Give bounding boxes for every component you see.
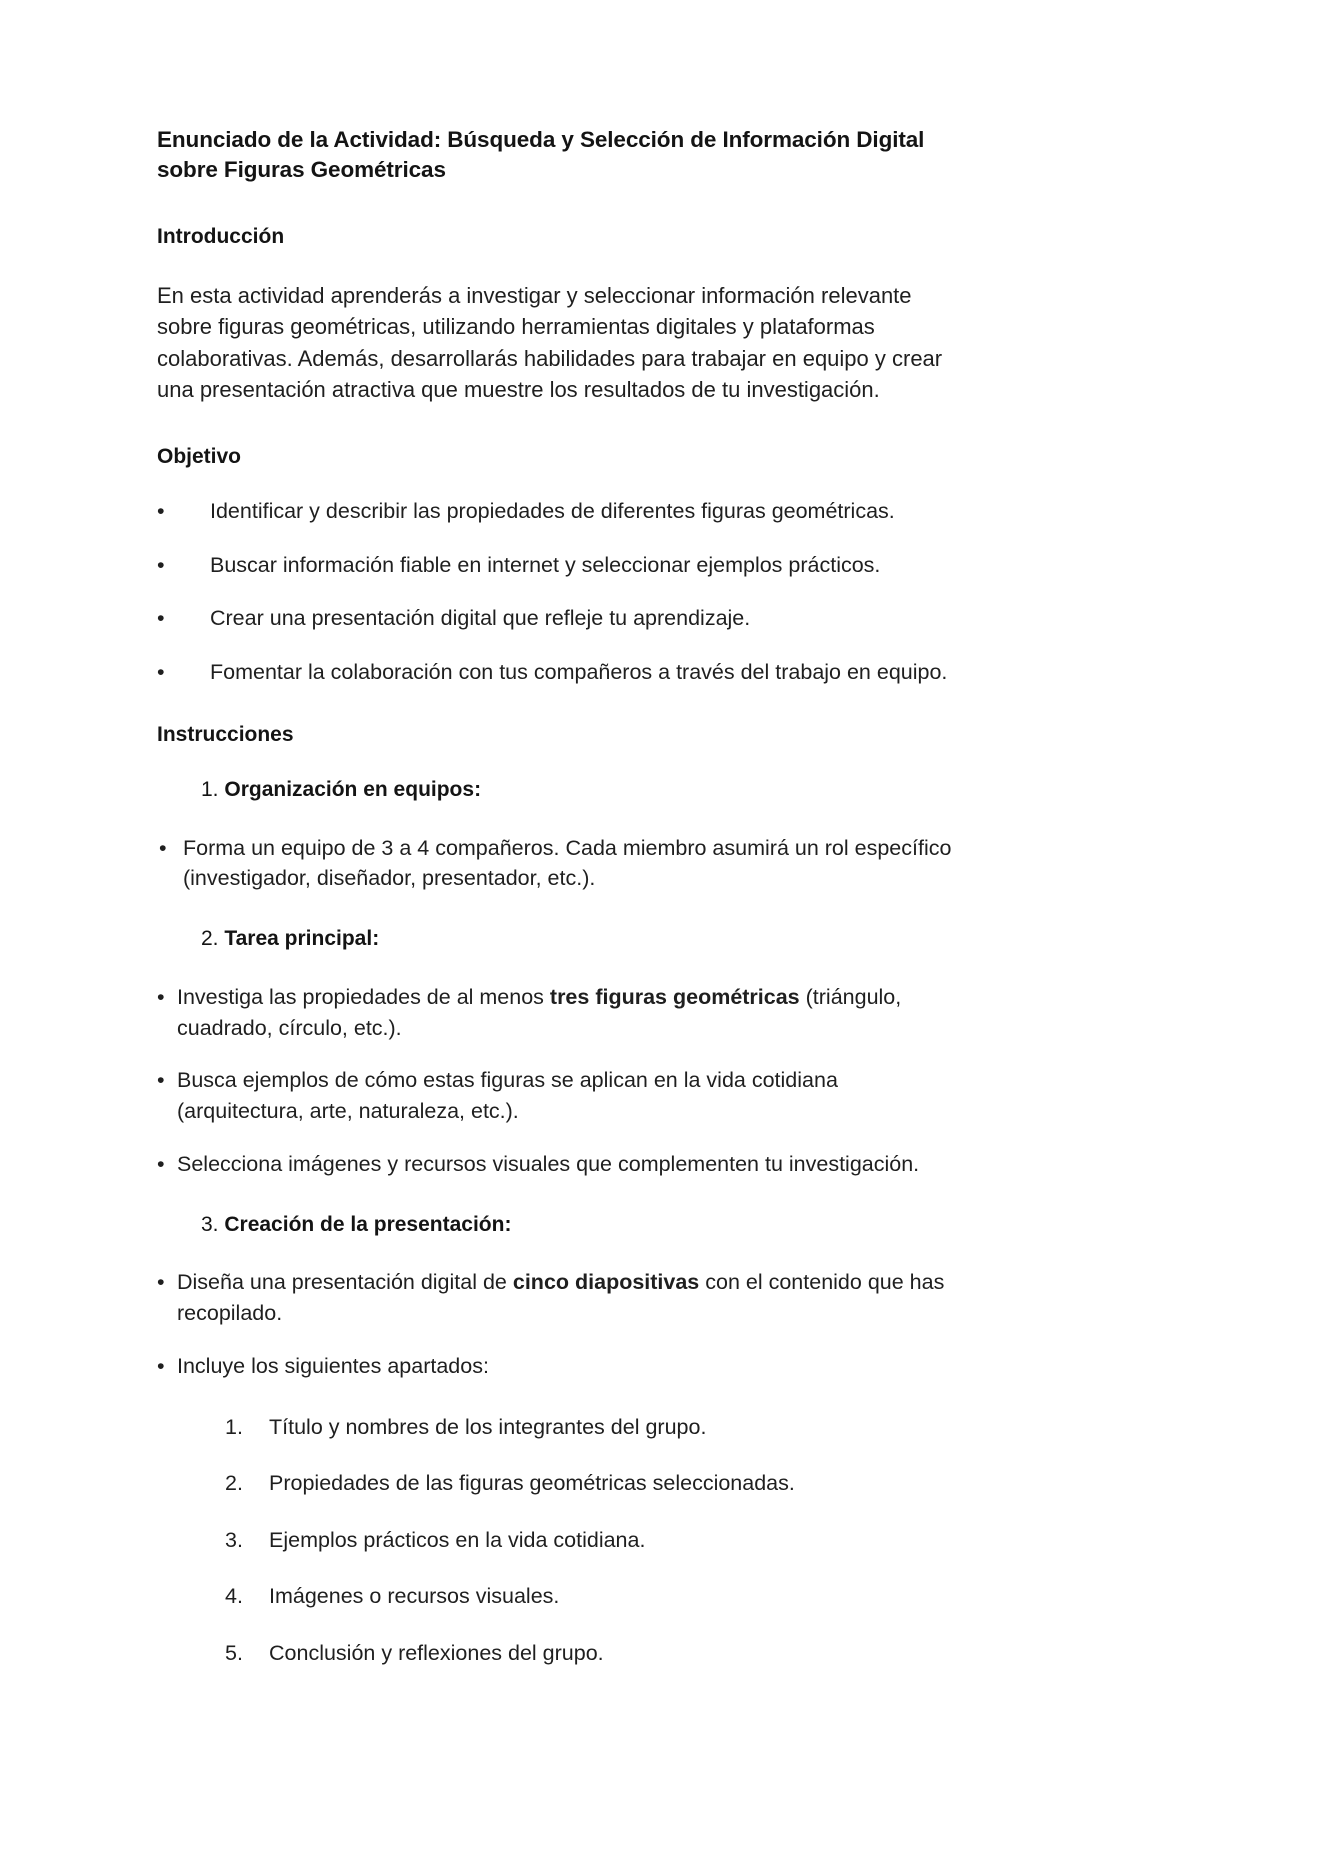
- bullet-icon: •: [157, 1270, 165, 1295]
- list-item-text: Selecciona imágenes y recursos visuales que complementen tu investigación.: [177, 1151, 920, 1176]
- list-item-text: Identificar y describir las propiedades de diferentes figuras geométricas.: [210, 499, 895, 524]
- objetivo-bullet-list: [157, 496, 967, 687]
- list-item: [157, 1351, 967, 1382]
- list-item-text-after: con el contenido que has recopilado.: [177, 1270, 945, 1326]
- bullet-icon: •: [159, 835, 167, 860]
- bullet-icon: •: [157, 659, 165, 684]
- item-number: 1.: [225, 1414, 243, 1439]
- bullet-icon: •: [157, 1068, 165, 1093]
- step-number: 1.: [201, 777, 219, 801]
- item-number: 5.: [225, 1640, 243, 1665]
- list-item-text: Imágenes o recursos visuales.: [269, 1584, 560, 1609]
- item-number: 4.: [225, 1584, 243, 1609]
- step-title: Tarea principal:: [224, 927, 380, 951]
- list-item: [157, 603, 967, 634]
- list-item-text: Forma un equipo de 3 a 4 compañeros. Cada miembro asumirá un rol específico (investigador, diseñador, presentador, etc.).: [183, 835, 952, 891]
- step-heading-1: [157, 775, 967, 805]
- step-number: 2.: [201, 927, 219, 951]
- step-heading-3: [157, 1210, 967, 1240]
- step-title: Organización en equipos:: [224, 777, 482, 801]
- page-title: Enunciado de la Actividad: Búsqueda y Selección de Información Digital sobre Figuras Geométricas: [157, 127, 925, 182]
- list-item: [157, 1468, 967, 1499]
- list-item-text: Fomentar la colaboración con tus compañeros a través del trabajo en equipo.: [210, 659, 948, 684]
- section-heading-instrucciones: Instrucciones: [157, 723, 294, 747]
- step-2-bullet-list: [157, 982, 967, 1180]
- list-item: [157, 1149, 967, 1180]
- list-item-text-before: Investiga las propiedades de al menos: [177, 984, 550, 1009]
- list-item-text: Buscar información fiable en internet y seleccionar ejemplos prácticos.: [210, 552, 881, 577]
- step-number: 3.: [201, 1212, 219, 1236]
- bullet-icon: •: [157, 1353, 165, 1378]
- list-item: [157, 1638, 967, 1669]
- list-item-text-before: Diseña una presentación digital de: [177, 1270, 513, 1295]
- step-3-bullet-list: [157, 1267, 967, 1381]
- list-item: [157, 550, 967, 581]
- step-heading-2: [157, 924, 967, 954]
- list-item-text: Propiedades de las figuras geométricas seleccionadas.: [269, 1471, 795, 1496]
- list-item-emphasis: cinco diapositivas: [512, 1270, 700, 1295]
- introduccion-paragraph: En esta actividad aprenderás a investigar y seleccionar información relevante sobre figuras geométricas, utilizando herramientas digitales y plataformas colaborativas. Además, desarrollarás habilidades para trabajar en equipo y crear una presentación atractiva que muestre los resultados de tu investigación.: [157, 283, 943, 402]
- bullet-icon: •: [157, 499, 165, 524]
- list-item-text: Incluye los siguientes apartados:: [177, 1353, 489, 1378]
- list-item-text: Título y nombres de los integrantes del grupo.: [269, 1414, 707, 1439]
- bullet-icon: •: [157, 606, 165, 631]
- item-number: 3.: [225, 1527, 243, 1552]
- list-item-text: Conclusión y reflexiones del grupo.: [269, 1640, 604, 1665]
- list-item-emphasis: tres figuras geométricas: [549, 984, 800, 1009]
- list-item-text: Ejemplos prácticos en la vida cotidiana.: [269, 1527, 646, 1552]
- list-item: [157, 1267, 967, 1328]
- step-title: Creación de la presentación:: [224, 1212, 512, 1236]
- list-item: [157, 1065, 967, 1126]
- section-heading-objetivo: Objetivo: [157, 445, 242, 469]
- list-item: [157, 496, 967, 527]
- list-item: [157, 657, 967, 688]
- list-item: [157, 1581, 967, 1612]
- bullet-icon: •: [157, 1151, 165, 1176]
- list-item: [157, 982, 967, 1043]
- presentation-sections-list: [157, 1412, 967, 1669]
- bullet-icon: •: [157, 984, 165, 1009]
- list-item-text-after: (triángulo, cuadrado, círculo, etc.).: [177, 984, 902, 1040]
- list-item: [157, 1412, 967, 1443]
- bullet-icon: •: [157, 552, 165, 577]
- list-item: [151, 833, 967, 894]
- document-body: [157, 125, 967, 1668]
- item-number: 2.: [225, 1471, 243, 1496]
- list-item-text: Crear una presentación digital que refleje tu aprendizaje.: [210, 606, 751, 631]
- step-1-bullet-list: [157, 833, 967, 894]
- list-item: [157, 1525, 967, 1556]
- section-heading-introduccion: Introducción: [157, 224, 285, 248]
- list-item-text: Busca ejemplos de cómo estas figuras se aplican en la vida cotidiana (arquitectura, arte, naturaleza, etc.).: [177, 1068, 838, 1124]
